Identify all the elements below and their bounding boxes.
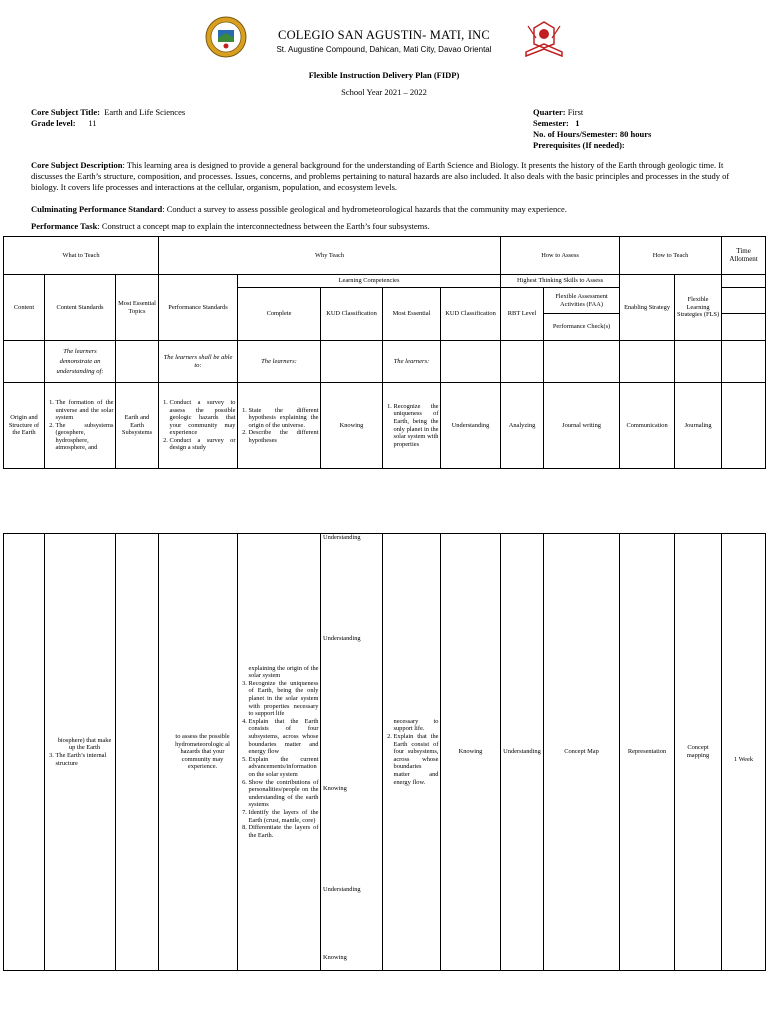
plan-title: Flexible Instruction Delivery Plan (FIDP) <box>308 70 460 80</box>
fls-header: Flexible Learning Strategies (FLS) <box>675 275 722 341</box>
row2-performance-cont: to assess the possible hydrometeorologic al hazards that your community may experience. <box>175 733 230 771</box>
row2-complete-6: 6. Show the contributions of personalities/people on the understanding of the earth systems <box>249 779 319 809</box>
grade-label: Grade level: <box>31 118 76 128</box>
row2-time-value: 1 Week <box>733 756 754 764</box>
subject-title-line <box>31 107 185 118</box>
rbt-level-header: RBT Level <box>501 288 544 341</box>
how-to-assess-header: How to Assess <box>501 237 620 275</box>
grade-line <box>31 118 97 129</box>
description-text: : This learning area is designed to provide a general background for the understanding of Earth Science and Biology. It presents the history of the Earth through geologic time. It discusses the Earth’s structure, composition, and processes. Issues, concerns, and problems pertaining to natural hazards are also included. It also deals with the basic principles and processes in the study of biology. It covers life processes and interactions at the cellular, organism, population, and ecosystem levels. <box>31 160 730 192</box>
row2-standards <box>45 534 116 971</box>
intro-blank-content <box>4 341 45 383</box>
row2-kud1-b: Understanding <box>323 635 361 642</box>
quarter-value: First <box>567 107 584 117</box>
row2-kud1 <box>321 534 383 971</box>
learners-complete: The learners: <box>238 341 321 383</box>
faa-header: Flexible Assessment Activities (FAA) <box>544 288 620 314</box>
learning-competencies-header: Learning Competencies <box>238 275 501 288</box>
row1-essential-1: 1. Recognize the uniqueness of Earth, being the only planet in the solar system with properties <box>394 403 439 449</box>
row1-performance-1: 1. Conduct a survey to assess the possible geologic hazards that your community may experience <box>170 399 236 437</box>
row2-performance <box>159 534 238 971</box>
semester-line <box>533 118 580 129</box>
content-standards-header: Content Standards <box>45 275 116 341</box>
row2-kud1-c: Knowing <box>323 785 347 792</box>
row2-kud2: Knowing <box>441 534 501 971</box>
intro-blank-fls <box>675 341 722 383</box>
most-essential-topics-header: Most Essential Topics <box>116 275 159 341</box>
complete-header: Complete <box>238 288 321 341</box>
row2-kud1-e: Knowing <box>323 954 347 961</box>
intro-blank-time <box>722 341 766 383</box>
learners-able: The learners shall be able to: <box>159 341 238 383</box>
culminating-label: Culminating Performance Standard <box>31 204 163 214</box>
performance-task <box>31 221 430 231</box>
description-label: Core Subject Description <box>31 160 123 170</box>
most-essential-header: Most Essential <box>383 288 441 341</box>
row1-performance <box>159 383 238 469</box>
hours-label: No. of Hours/Semester: <box>533 129 618 139</box>
row1-faa: Journal writing <box>544 383 620 469</box>
row1-enabling: Communication <box>620 383 675 469</box>
fidp-table-part2 <box>3 533 766 971</box>
intro-blank-kud2 <box>441 341 501 383</box>
row2-standards-cont: biosphere) that make up the Earth <box>57 736 112 752</box>
grade-value: 11 <box>88 118 97 128</box>
intro-blank-rbt <box>501 341 544 383</box>
row2-topics <box>116 534 159 971</box>
row2-complete-3: 3. Recognize the uniqueness of Earth, being the only planet in the solar system with properties necessary to support life <box>249 680 319 718</box>
why-teach-header: Why Teach <box>159 237 501 275</box>
row2-kud1-a: Understanding <box>323 534 361 541</box>
row1-standard-2: 2. The subsystems (geosphere, hydrosphere, atmosphere, and <box>56 422 114 452</box>
row2-essential-cont: necessary to support life. <box>393 717 439 733</box>
kud-classification-header-1: KUD Classification <box>321 288 383 341</box>
task-text: : Construct a concept map to explain the interconnectedness between the Earth’s four subsystems. <box>97 221 430 231</box>
row2-enabling: Representation <box>620 534 675 971</box>
row1-content: Origin and Structure of the Earth <box>4 383 45 469</box>
hours-line <box>533 129 651 140</box>
row2-content <box>4 534 45 971</box>
row1-essential <box>383 383 441 469</box>
hours-value: 80 hours <box>619 129 652 139</box>
subject-description <box>31 160 743 193</box>
enabling-strategy-header: Enabling Strategy <box>620 275 675 341</box>
time-allotment-header: Time Allotment <box>722 237 766 275</box>
how-to-teach-header: How to Teach <box>620 237 722 275</box>
row1-complete-1: 1. State the different hypothesis explaining the origin of the universe. <box>249 407 319 430</box>
row1-standards <box>45 383 116 469</box>
row2-kud1-d: Understanding <box>323 886 361 893</box>
time-blank-2 <box>722 288 766 314</box>
row2-complete-5: 5. Explain the current advancements/information on the solar system <box>249 756 319 779</box>
time-blank-1 <box>722 275 766 288</box>
row1-kud2: Understanding <box>441 383 501 469</box>
row1-topics: Earth and Earth Subsystems <box>116 383 159 469</box>
culminating-standard <box>31 204 567 214</box>
school-address: St. Augustine Compound, Dahican, Mati City, Davao Oriental <box>276 45 492 54</box>
row2-essential-2: 2. Explain that the Earth consist of four subsystems, across whose boundaries matter and energy flow. <box>394 733 439 786</box>
row2-complete-8: 8. Differentiate the layers of the Earth. <box>249 824 319 839</box>
row2-rbt: Understanding <box>501 534 544 971</box>
school-name: COLEGIO SAN AGUSTIN- MATI, INC <box>278 28 490 42</box>
row1-time <box>722 383 766 469</box>
task-label: Performance Task <box>31 221 98 231</box>
intro-blank-topics <box>116 341 159 383</box>
row2-essential <box>383 534 441 971</box>
time-blank-3 <box>722 314 766 341</box>
row2-complete-cont: explaining the origin of the solar system <box>248 664 319 680</box>
row1-performance-2: 2. Conduct a survey or design a study <box>170 437 236 452</box>
row2-time <box>722 534 766 971</box>
culminating-text: : Conduct a survey to assess possible geological and hydrometeorological hazards that the community may experience. <box>162 204 567 214</box>
prereq-line <box>533 140 625 151</box>
row2-complete-7: 7. Identify the layers of the Earth (crust, mantle, core) <box>249 809 319 824</box>
semester-value: 1 <box>575 118 580 128</box>
learners-demonstrate: The learners demonstrate an understanding of: <box>45 341 116 383</box>
school-year: School Year 2021 – 2022 <box>341 87 427 97</box>
semester-label: Semester: <box>533 118 569 128</box>
row2-standard-3: 3. The Earth’s internal structure <box>56 752 114 767</box>
intro-blank-faa <box>544 341 620 383</box>
intro-blank-enabling <box>620 341 675 383</box>
quarter-label: Quarter: <box>533 107 566 117</box>
intro-blank-kud1 <box>321 341 383 383</box>
learners-essential: The learners: <box>383 341 441 383</box>
row1-rbt: Analyzing <box>501 383 544 469</box>
content-header: Content <box>4 275 45 341</box>
prereq-label: Prerequisites (If needed): <box>533 140 625 150</box>
row2-complete <box>238 534 321 971</box>
row1-kud1: Knowing <box>321 383 383 469</box>
what-to-teach-header: What to Teach <box>4 237 159 275</box>
subject-title-value: Earth and Life Sciences <box>104 107 186 117</box>
row2-fls: Concept mapping <box>675 534 722 971</box>
fidp-table-part1 <box>3 236 766 469</box>
row1-complete-2: 2. Describe the different hypotheses <box>249 429 319 444</box>
row2-complete-4: 4. Explain that the Earth consists of four subsystems, across whose boundaries matter and energy flow <box>249 718 319 756</box>
quarter-line <box>533 107 583 118</box>
performance-check-header: Performance Check(s) <box>544 314 620 341</box>
highest-thinking-header: Highest Thinking Skills to Assess <box>501 275 620 288</box>
subject-title-label: Core Subject Title: <box>31 107 100 117</box>
row1-complete <box>238 383 321 469</box>
kud-classification-header-2: KUD Classification <box>441 288 501 341</box>
row2-faa: Concept Map <box>544 534 620 971</box>
row1-fls: Journaling <box>675 383 722 469</box>
row1-standard-1: 1. The formation of the universe and the solar system <box>56 399 114 422</box>
performance-standards-header: Performance Standards <box>159 275 238 341</box>
